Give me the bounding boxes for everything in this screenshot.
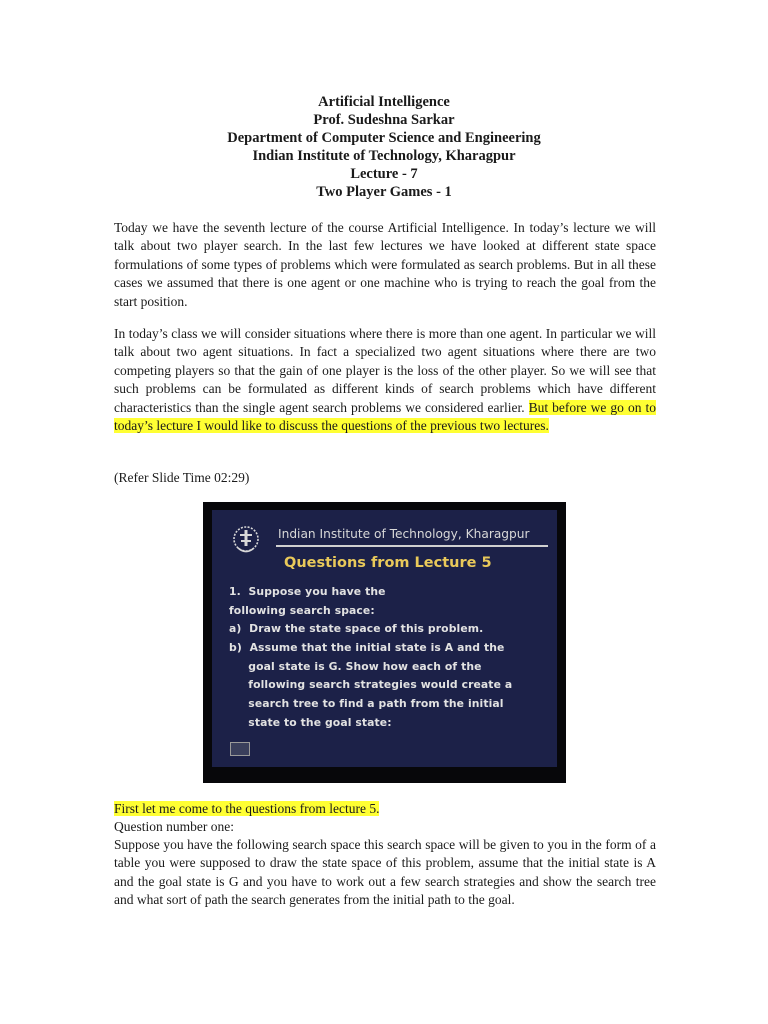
lecture-slide-image [203,502,566,783]
lecture-topic: Two Player Games - 1 [316,184,452,200]
slide-line: state to the goal state: [229,715,392,729]
professor-name: Prof. Sudeshna Sarkar [313,112,455,128]
slide-line: a) Draw the state space of this problem. [229,622,484,636]
paragraph-lecture5-intro [114,800,656,837]
highlighted-text: But before we go on to today’s lecture I would like to discuss the questions of the previous two lectures. [114,399,656,434]
paragraph-agents [114,325,656,435]
course-title: Artificial Intelligence [318,94,450,110]
slide-line: 1. Suppose you have the [229,585,386,598]
paragraph-intro: Today we have the seventh lecture of the course Artificial Intelligence. In today’s lecture we will talk about two player search. In the last few lectures we have looked at different state space formulations of some types of problems which were formulated as search problems. But in all these cases we assumed that there is one agent or one machine who is trying to reach the goal from the start position. [114,220,656,309]
institute-name: Indian Institute of Technology, Kharagpur [252,148,516,164]
slide-line: following search strategies would create a [229,678,513,692]
slide-line: search tree to find a path from the initial [229,697,504,711]
slide-line: following search space: [229,603,375,617]
department-name: Department of Computer Science and Engineering [227,130,541,146]
slide-time-reference: (Refer Slide Time 02:29) [114,470,250,485]
iit-logo-icon [232,524,260,558]
slide-line: b) Assume that the initial state is A and the [229,641,505,655]
slide-title: Questions from Lecture 5 [284,555,492,571]
lecture-number: Lecture - 7 [350,166,418,182]
slide-question-list [229,585,549,735]
slide-line: goal state is G. Show how each of the [229,659,482,673]
slide-badge-icon [230,742,250,756]
slide-divider [276,545,548,547]
question-number-label: Question number one: [114,819,234,835]
slide-institute: Indian Institute of Technology, Kharagpur [278,527,530,541]
paragraph-question-one: Suppose you have the following search space this search space will be given to you in the form of a table you were supposed to draw the state space of this problem, assume that the initial state is A and the goal state is G and you have to work out a few search strategies and show the search tree and what sort of path the search generates from the initial path to the goal. [114,837,656,908]
highlighted-text: First let me come to the questions from lecture 5. [114,801,380,816]
document-header [0,93,768,201]
slide-content [212,510,557,767]
paragraph-agents-text: In today’s class we will consider situations where there is more than one agent. In particular we will talk about two agent situations. In fact a specialized two agent situations where there are two competing players so that the gain of one player is the loss of the other player. So we will see that such problems can be formulated as different kinds of search problems which have different characteristics than the single agent search problems we considered earlier. [114,326,656,415]
